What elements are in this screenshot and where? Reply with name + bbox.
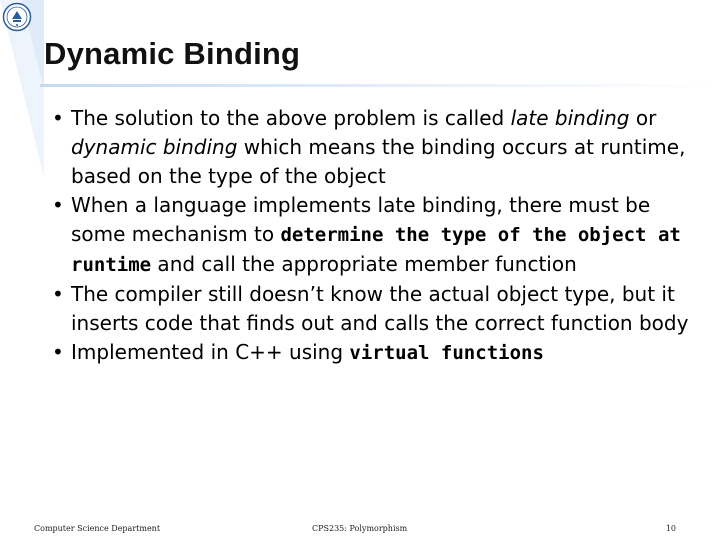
bullet-marker: • (52, 193, 64, 217)
bullet-item (52, 280, 692, 338)
bullet-text: which means the binding occurs at runtime, based on the type of the object (71, 135, 686, 188)
bullet-list (52, 104, 692, 368)
footer-department: Computer Science Department (34, 524, 161, 533)
bullet-text: and call the appropriate member function (151, 252, 577, 276)
left-decorative-band (0, 0, 44, 540)
band-stripe (0, 0, 44, 540)
bullet-marker: • (52, 340, 64, 364)
footer-page-number: 10 (665, 524, 676, 533)
bullet-text: The solution to the above problem is called (71, 106, 511, 130)
bullet-text: late binding (510, 106, 630, 130)
bullet-marker: • (52, 106, 64, 130)
bullet-item (52, 338, 692, 368)
bullet-text: When a language implements late binding, there must be some mechanism to (71, 193, 651, 246)
university-seal-icon (2, 2, 32, 32)
title-underline (40, 84, 720, 87)
bullet-text: virtual functions (349, 342, 544, 364)
bullet-item (52, 191, 692, 280)
bullet-marker: • (52, 282, 64, 306)
bullet-text: dynamic binding (71, 135, 238, 159)
slide-title: Dynamic Binding (44, 36, 301, 71)
footer-course: CPS235: Polymorphism (312, 524, 408, 533)
bullet-item (52, 104, 692, 191)
bullet-text: or (629, 106, 657, 130)
bullet-text: The compiler still doesn’t know the actual object type, but it inserts code that finds out and calls the correct function body (71, 282, 689, 335)
bullet-text: determine the type of the object at runtime (71, 224, 681, 276)
bullet-text: Implemented in C++ using (71, 340, 350, 364)
